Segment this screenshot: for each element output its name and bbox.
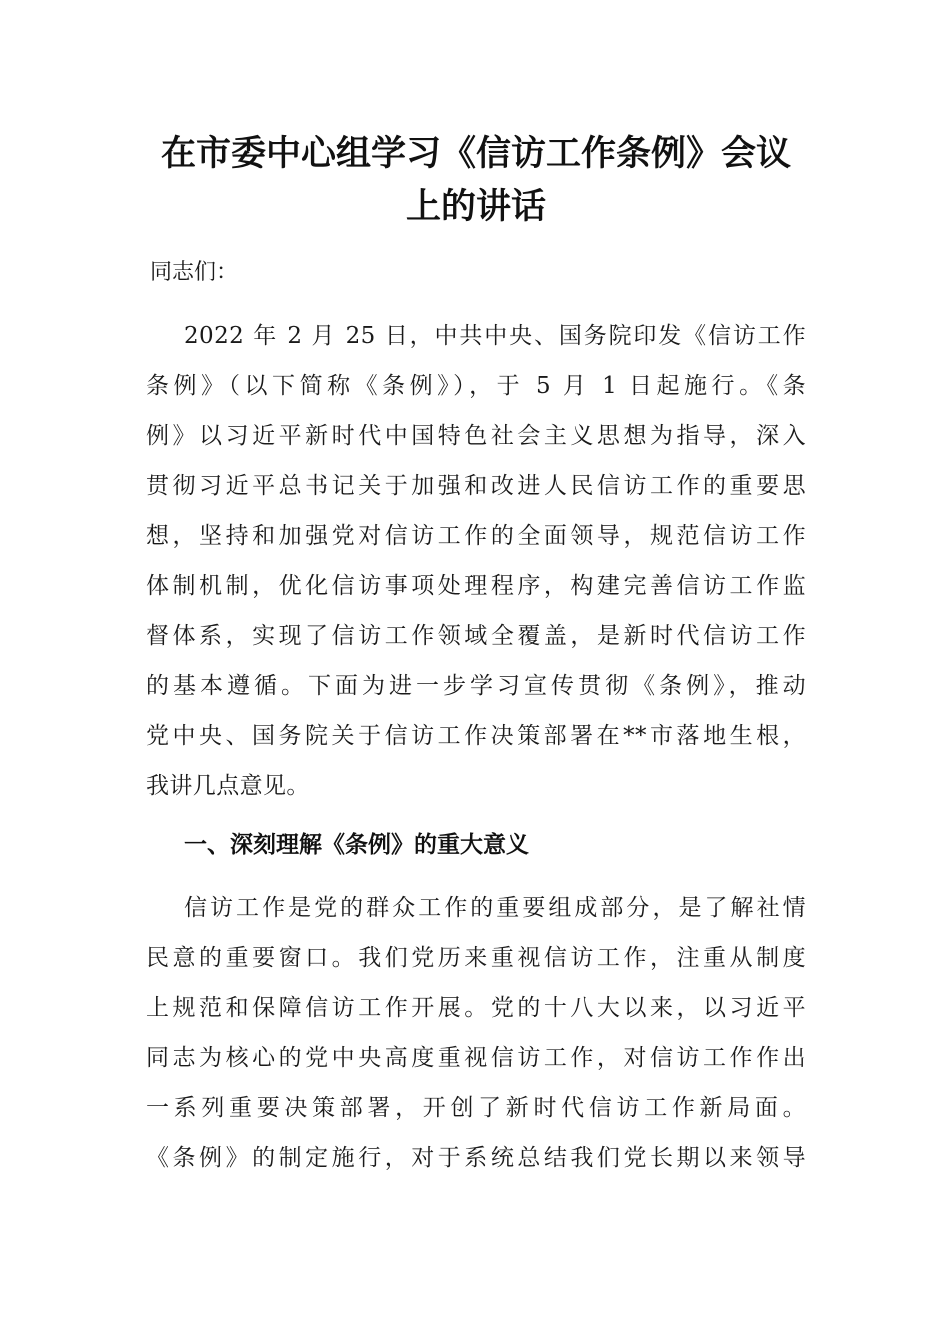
paragraph-line: 上规范和保障信访工作开展。党的十八大以来，以习近平 (146, 995, 806, 1021)
paragraph-line: 一系列重要决策部署，开创了新时代信访工作新局面。 (146, 1095, 806, 1121)
paragraph-line: 党中央、国务院关于信访工作决策部署在**市落地生根， (146, 723, 806, 749)
paragraph-line: 2022 年 2 月 25 日，中共中央、国务院印发《信访工作 (184, 323, 806, 349)
paragraph-line: 的基本遵循。下面为进一步学习宣传贯彻《条例》，推动 (146, 673, 806, 699)
title-line-1: 在市委中心组学习《信访工作条例》会议 (160, 134, 791, 174)
title-line-2: 上的讲话 (405, 187, 546, 227)
paragraph-line: 民意的重要窗口。我们党历来重视信访工作，注重从制度 (146, 945, 806, 971)
paragraph-significance (146, 883, 806, 1183)
paragraph-line: 贯彻习近平总书记关于加强和改进人民信访工作的重要思 (146, 473, 806, 499)
paragraph-intro (146, 311, 806, 811)
paragraph-line: 《条例》的制定施行，对于系统总结我们党长期以来领导 (146, 1145, 806, 1171)
paragraph-line: 条例》（以下简称《条例》），于 5 月 1 日起施行。《条 (146, 373, 806, 399)
document-title (140, 128, 812, 234)
section-heading: 一、深刻理解《条例》的重大意义 (184, 832, 529, 858)
paragraph-line: 例》以习近平新时代中国特色社会主义思想为指导，深入 (146, 423, 806, 449)
paragraph-line: 想，坚持和加强党对信访工作的全面领导，规范信访工作 (146, 523, 806, 549)
paragraph-line: 我讲几点意见。 (146, 773, 310, 799)
greeting: 同志们： (150, 260, 239, 285)
paragraph-line: 同志为核心的党中央高度重视信访工作，对信访工作作出 (146, 1045, 806, 1071)
paragraph-line: 督体系，实现了信访工作领域全覆盖，是新时代信访工作 (146, 623, 806, 649)
paragraph-line: 体制机制，优化信访事项处理程序，构建完善信访工作监 (146, 573, 806, 599)
paragraph-line: 信访工作是党的群众工作的重要组成部分，是了解社情 (184, 895, 806, 921)
